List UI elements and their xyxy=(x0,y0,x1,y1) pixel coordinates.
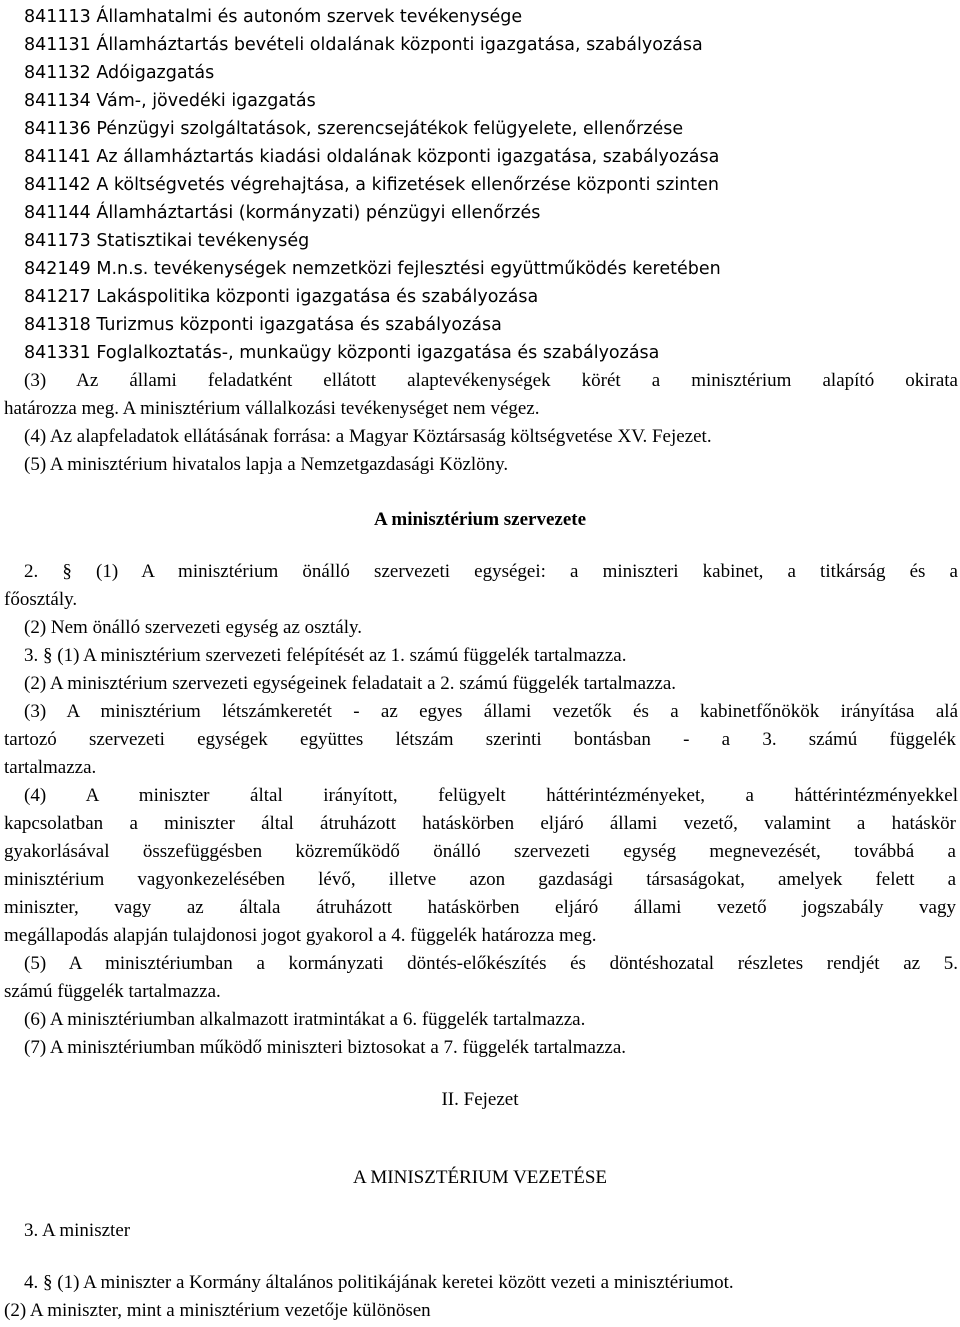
section-3-para-5-line-1: (5) A minisztériumban a kormányzati döntés-előkészítés és döntéshozatal részletes rendjét az 5. xyxy=(24,953,958,974)
section-3-para-4-line-5: miniszter, vagy az általa átruházott hatáskörben eljáró állami vezető jogszabály vagy xyxy=(4,897,956,918)
section-3-para-3-line-2: tartozó szervezeti egységek együttes létszám szerinti bontásban - a 3. számú függelék xyxy=(4,729,956,750)
activity-code-line: 841141 Az államháztartás kiadási oldalának központi igazgatása, szabályozása xyxy=(24,147,720,167)
section-3-para-3-line-3: tartalmazza. xyxy=(4,757,97,778)
section-4-para-2: (2) A miniszter, mint a minisztérium vezetője különösen xyxy=(4,1300,431,1321)
section-3-para-4-line-2: kapcsolatban a miniszter által átruházott hatáskörben eljáró állami vezető, valamint a hatáskör xyxy=(4,813,956,834)
section-heading-szervezete: A minisztérium szervezete xyxy=(373,509,587,530)
activity-code-line: 841131 Államháztartás bevételi oldalának központi igazgatása, szabályozása xyxy=(24,35,703,55)
activity-code-line: 841217 Lakáspolitika központi igazgatása és szabályozása xyxy=(24,287,539,307)
section-3-para-1: 3. § (1) A minisztérium szervezeti felépítését az 1. számú függelék tartalmazza. xyxy=(24,645,627,666)
section-3-para-6: (6) A minisztériumban alkalmazott iratmintákat a 6. függelék tartalmazza. xyxy=(24,1009,586,1030)
section-3-para-3-line-1: (3) A minisztérium létszámkeretét - az egyes állami vezetők és a kabinetfőnökök irányítása alá xyxy=(24,701,958,722)
activity-code-line: 842149 M.n.s. tevékenységek nemzetközi fejlesztési együttműködés keretében xyxy=(24,259,721,279)
chapter-title: A MINISZTÉRIUM VEZETÉSE xyxy=(352,1167,608,1188)
section-3-para-7: (7) A minisztériumban működő miniszteri biztosokat a 7. függelék tartalmazza. xyxy=(24,1037,627,1058)
section-3-para-2: (2) A minisztérium szervezeti egységeinek feladatait a 2. számú függelék tartalmazza. xyxy=(24,673,677,694)
activity-code-line: 841134 Vám-, jövedéki igazgatás xyxy=(24,91,316,111)
section-3-para-4-line-1: (4) A miniszter által irányított, felügyelt háttérintézményeket, a háttérintézményekkel xyxy=(24,785,958,806)
activity-code-line: 841173 Statisztikai tevékenység xyxy=(24,231,310,251)
section-2-para-2: (2) Nem önálló szervezeti egység az osztály. xyxy=(24,617,362,638)
activity-code-line: 841331 Foglalkoztatás-, munkaügy központi igazgatása és szabályozása xyxy=(24,343,660,363)
section-4-para-1: 4. § (1) A miniszter a Kormány általános politikájának keretei között vezeti a minisztériumot. xyxy=(24,1272,734,1293)
activity-code-line: 841142 A költségvetés végrehajtása, a kifizetések ellenőrzése központi szinten xyxy=(24,175,719,195)
paragraph-3-line-2: határozza meg. A minisztérium vállalkozási tevékenységet nem végez. xyxy=(4,398,540,419)
activity-code-line: 841136 Pénzügyi szolgáltatások, szerencsejátékok felügyelete, ellenőrzése xyxy=(24,119,684,139)
section-3-para-5-line-2: számú függelék tartalmazza. xyxy=(4,981,221,1002)
activity-code-line: 841318 Turizmus központi igazgatása és szabályozása xyxy=(24,315,502,335)
chapter-number: II. Fejezet xyxy=(441,1089,519,1110)
activity-code-line: 841132 Adóigazgatás xyxy=(24,63,215,83)
paragraph-4: (4) Az alapfeladatok ellátásának forrása: a Magyar Köztársaság költségvetése XV. Fejezet. xyxy=(24,426,712,447)
section-2-para-1-line-2: főosztály. xyxy=(4,589,78,610)
section-2-para-1-line-1: 2. § (1) A minisztérium önálló szervezeti egységei: a miniszteri kabinet, a titkárság és a xyxy=(24,561,958,582)
activity-code-line: 841144 Államháztartási (kormányzati) pénzügyi ellenőrzés xyxy=(24,203,541,223)
section-3-para-4-line-3: gyakorlásával összefüggésben közreműködő önálló szervezeti egység megnevezését, továbbá a xyxy=(4,841,956,862)
section-3-para-4-line-4: minisztérium vagyonkezelésében lévő, illetve azon gazdasági társaságokat, amelyek felett a xyxy=(4,869,956,890)
subheading-miniszter: 3. A miniszter xyxy=(24,1220,131,1241)
section-3-para-4-line-6: megállapodás alapján tulajdonosi jogot gyakorol a 4. függelék határozza meg. xyxy=(4,925,597,946)
paragraph-3-line-1: (3) Az állami feladatként ellátott alaptevékenységek körét a minisztérium alapító okirata xyxy=(24,370,958,391)
activity-code-line: 841113 Államhatalmi és autonóm szervek tevékenysége xyxy=(24,7,523,27)
paragraph-5: (5) A minisztérium hivatalos lapja a Nemzetgazdasági Közlöny. xyxy=(24,454,509,475)
